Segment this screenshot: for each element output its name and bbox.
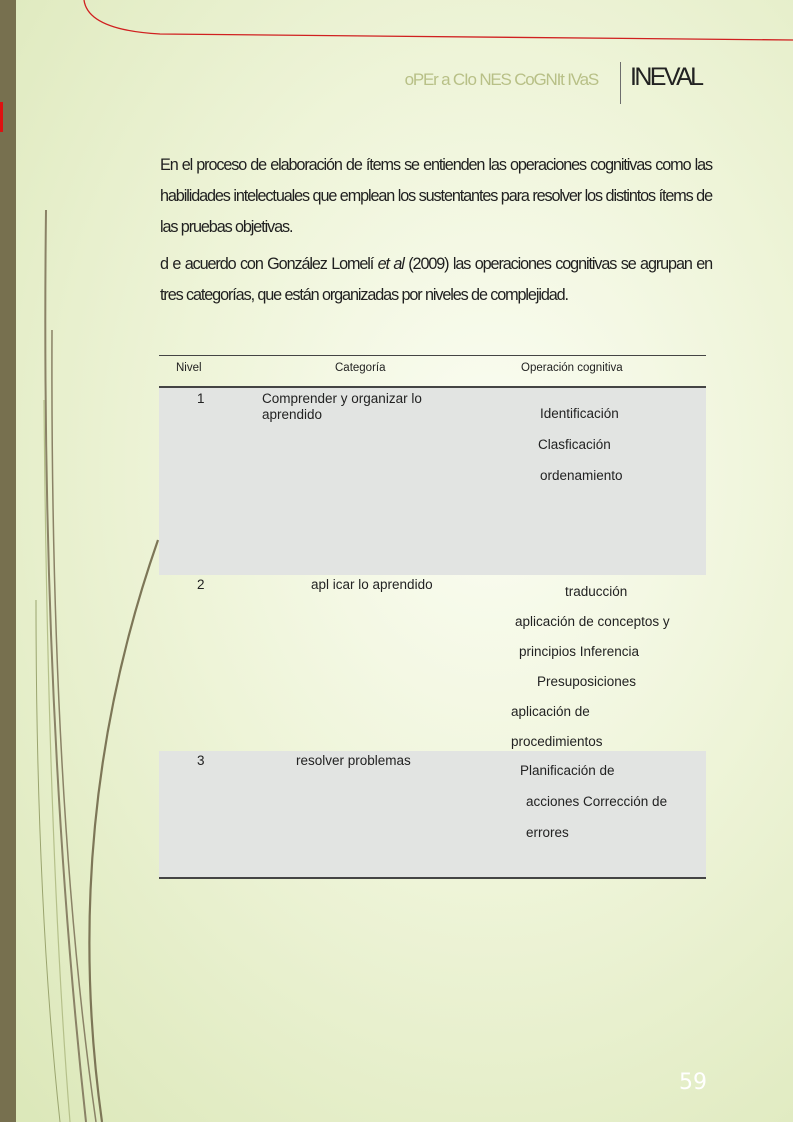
paragraph-2-start: d e acuerdo con González Lomelí (160, 255, 378, 273)
operations-table (159, 355, 706, 879)
row-operations (511, 577, 706, 757)
brand-logo-text: INEVAL (630, 63, 702, 91)
operation-item: principios Inferencia (519, 644, 640, 659)
row-category: Comprender y organizar lo aprendido (262, 391, 422, 422)
paragraph-2-end: (2009) las operaciones cognitivas se agrupan en tres categorías, que están organizadas por niveles de complejidad. (160, 255, 712, 304)
header-operation: Operación cognitiva (521, 362, 623, 374)
section-title: oPEr a CIo NES CoGNIt IVaS (404, 70, 598, 89)
operation-item: Planificación de (520, 763, 615, 778)
row-level: 2 (197, 577, 205, 592)
row-operations (540, 398, 623, 491)
row-category: apl icar lo aprendido (311, 577, 433, 592)
operation-item: Clasficación (538, 437, 611, 452)
intro-paragraph-1: En el proceso de elaboración de ítems se entienden las operaciones cognitivas como las habilidades intelectuales que emplean los sustentantes para resolver los distintos ítems de las pruebas objetivas. (160, 156, 712, 236)
operation-item: ordenamiento (540, 468, 623, 483)
header-level: Nivel (176, 362, 202, 374)
operation-item: Presuposiciones (537, 674, 637, 689)
operation-item: aplicación de (511, 704, 590, 719)
table-row (159, 751, 706, 879)
page-number: 59 (679, 1070, 707, 1095)
intro-paragraph-2 (160, 249, 712, 311)
paragraph-2-italic: et al (377, 255, 404, 273)
intro-text (160, 150, 712, 311)
row-operations (520, 755, 667, 848)
operation-item: Identificación (540, 406, 619, 421)
operation-item: errores (526, 825, 569, 840)
operation-item: procedimientos (511, 734, 603, 749)
table-header-row (159, 355, 706, 388)
table-row (159, 388, 706, 575)
operation-item: aplicación de conceptos y (515, 614, 670, 629)
header-category: Categoría (335, 362, 386, 374)
operation-item: traducción (565, 584, 628, 599)
row-level: 1 (197, 391, 205, 406)
row-level: 3 (197, 753, 205, 768)
row-category: resolver problemas (296, 753, 411, 768)
operation-item: acciones Corrección de (526, 794, 668, 809)
header-divider (620, 62, 621, 104)
table-row (159, 575, 706, 751)
